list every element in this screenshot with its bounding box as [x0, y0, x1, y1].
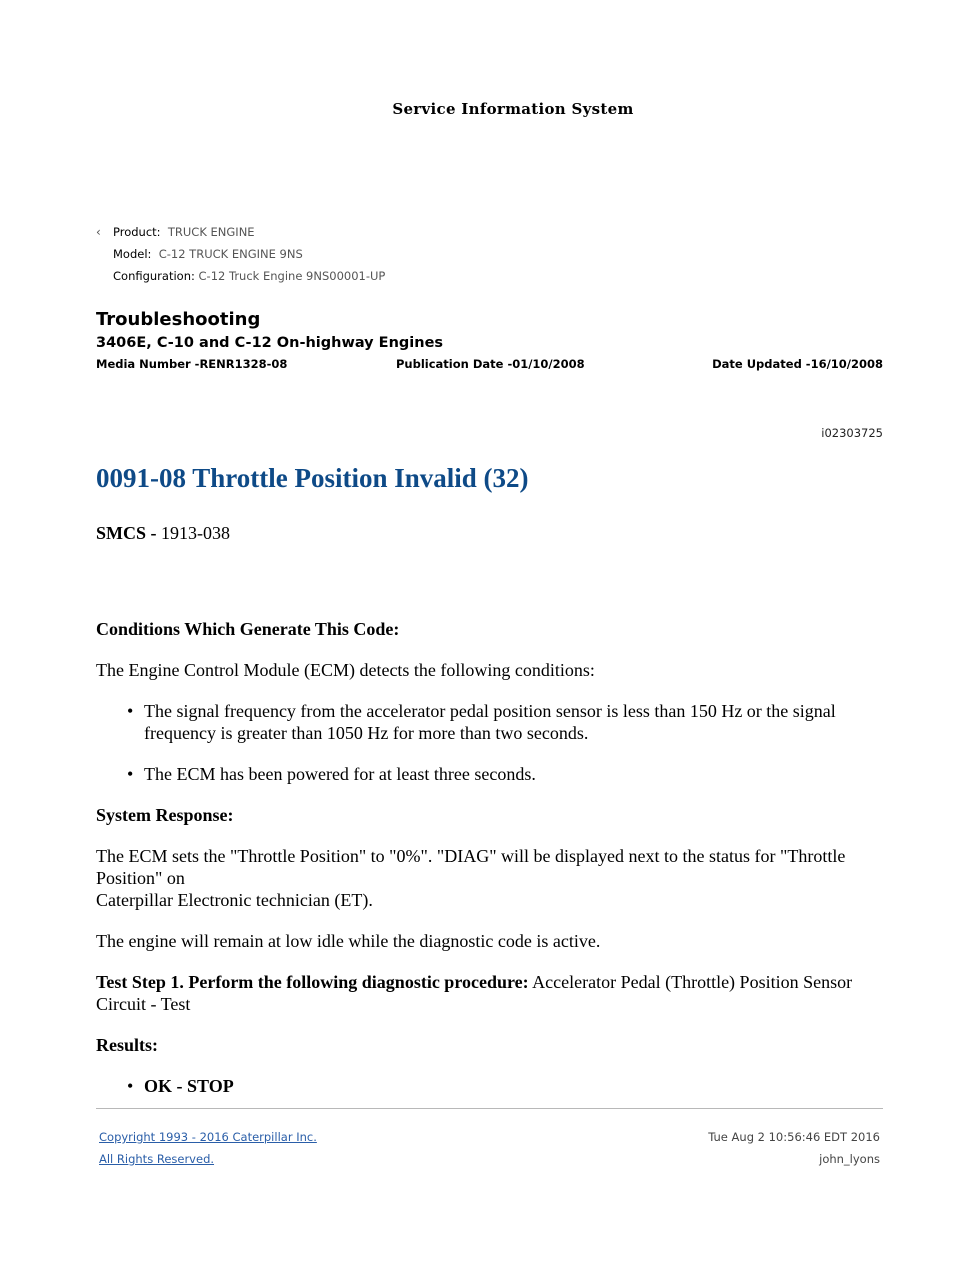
document-subtitle: 3406E, C-10 and C-12 On-highway Engines [96, 335, 444, 351]
breadcrumb-configuration [96, 268, 385, 290]
publication-date: Publication Date -01/10/2008 [396, 357, 585, 371]
model-value: C-12 TRUCK ENGINE 9NS [158, 247, 303, 261]
smcs-value: 1913-038 [161, 523, 231, 543]
list-item [96, 1075, 886, 1097]
rights-link[interactable]: All Rights Reserved. [99, 1152, 215, 1166]
smcs-label: SMCS - [96, 523, 157, 543]
document-header [96, 308, 883, 377]
footer-divider [96, 1108, 883, 1109]
config-label: Configuration: [113, 269, 195, 283]
response-heading: System Response: [96, 805, 234, 825]
response-text-2: Caterpillar Electronic technician (ET). [96, 890, 373, 910]
print-timestamp: Tue Aug 2 10:56:46 EDT 2016 [708, 1130, 880, 1144]
model-label: Model: [113, 247, 152, 261]
breadcrumb [96, 224, 385, 290]
username: john_lyons [819, 1152, 880, 1166]
test-step-label: Test Step 1. Perform the following diagnostic procedure: [96, 972, 529, 992]
page-title: 0091-08 Throttle Position Invalid (32) [96, 463, 529, 493]
response-text-1: The ECM sets the "Throttle Position" to "0%". "DIAG" will be displayed next to the status for "Throttle Position" on [96, 846, 846, 888]
config-value: C-12 Truck Engine 9NS00001-UP [198, 269, 386, 283]
product-label: Product: [113, 225, 161, 239]
breadcrumb-model [96, 246, 385, 268]
results-list [96, 1075, 886, 1097]
bullet-icon: • [127, 701, 134, 721]
list-item [96, 763, 886, 785]
date-updated: Date Updated -16/10/2008 [712, 357, 883, 371]
footer [96, 1108, 883, 1174]
breadcrumb-product [96, 224, 385, 246]
back-arrow-icon[interactable]: ‹ [96, 225, 101, 239]
condition-text: The signal frequency from the accelerator pedal position sensor is less than 150 Hz or the signal frequency is greater than 1050 Hz for more than two seconds. [144, 701, 836, 743]
conditions-intro: The Engine Control Module (ECM) detects the following conditions: [96, 660, 595, 680]
results-heading: Results: [96, 1035, 158, 1055]
test-step-text: Accelerator Pedal (Throttle) Position Sensor Circuit - Test [96, 972, 853, 1014]
result-text: OK - STOP [144, 1076, 234, 1096]
conditions-heading: Conditions Which Generate This Code: [96, 619, 400, 639]
test-step [96, 971, 886, 1015]
footer-row-1 [96, 1130, 883, 1152]
product-value: TRUCK ENGINE [167, 225, 255, 239]
condition-text: The ECM has been powered for at least three seconds. [144, 764, 536, 784]
footer-row-2 [96, 1152, 883, 1174]
document-type: Troubleshooting [96, 309, 261, 330]
bullet-icon: • [127, 1076, 134, 1096]
bullet-icon: • [127, 764, 134, 784]
engine-note: The engine will remain at low idle while the diagnostic code is active. [96, 931, 601, 951]
document-body [96, 522, 886, 1116]
media-number: Media Number -RENR1328-08 [96, 357, 288, 371]
list-item [96, 700, 886, 744]
smcs-line [96, 522, 886, 544]
system-title: Service Information System [392, 100, 634, 118]
media-info-row [96, 357, 883, 377]
info-id: i02303725 [821, 426, 883, 440]
conditions-list [96, 700, 886, 785]
copyright-link[interactable]: Copyright 1993 - 2016 Caterpillar Inc. [99, 1130, 317, 1144]
